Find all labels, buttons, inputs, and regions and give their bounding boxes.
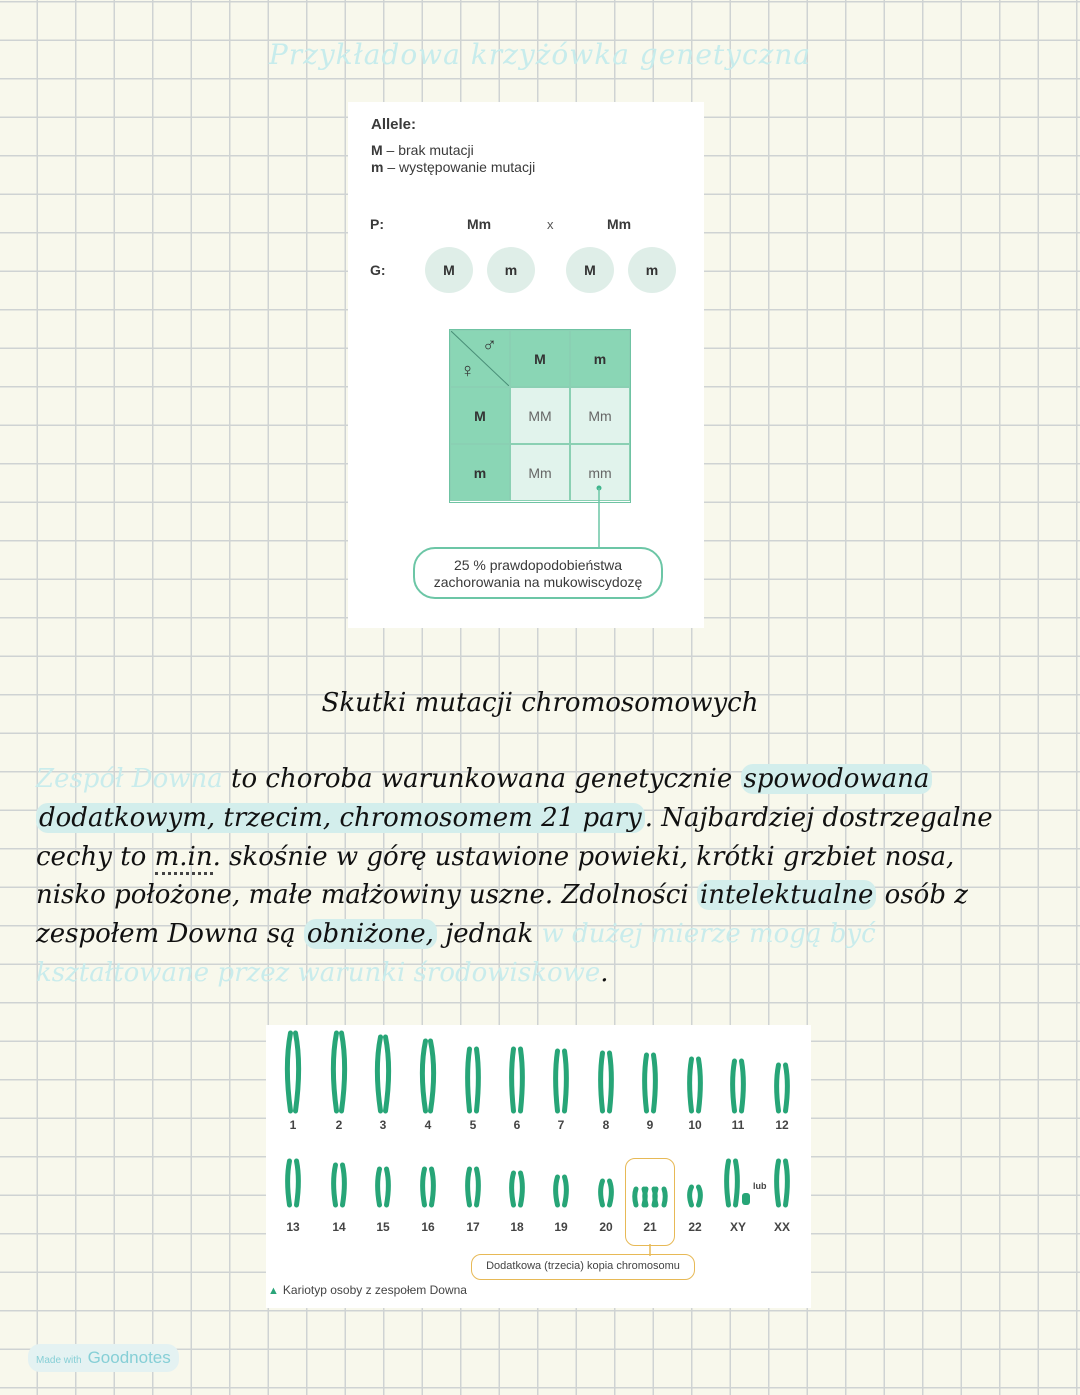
chromosome-label-row1-8: 9 [646, 1118, 654, 1132]
triangle-icon: ▲ [268, 1285, 279, 1297]
chromosome-row1-11 [777, 1065, 788, 1111]
chromosome-label-row1-7: 8 [602, 1118, 610, 1132]
caption-text: Kariotyp osoby z zespołem Downa [282, 1283, 467, 1297]
chromosome-row1-4 [468, 1049, 479, 1111]
punnett-grid [449, 329, 631, 503]
probability-line-2: zachorowania na mukowiscydozę [433, 574, 643, 590]
chromosome-row2-4 [468, 1169, 479, 1205]
allele-m-row [371, 159, 535, 175]
connector-line [596, 485, 602, 549]
cross-symbol: x [547, 217, 554, 232]
alleles-heading: Allele: [371, 116, 417, 133]
paragraph-line-3 [36, 838, 1046, 877]
down-syndrome-paragraph [36, 760, 1046, 993]
chromosome-row1-0 [287, 1033, 298, 1111]
probability-line-1: 25 % prawdopodobieństwa [453, 557, 623, 573]
chromosome-label-row1-4: 5 [469, 1118, 477, 1132]
text-span: nisko położone, małe małżowiny uszne. Zdolności [36, 880, 697, 911]
chromosome-row2-1 [334, 1165, 345, 1205]
gamete-3: M [566, 247, 614, 293]
chromosome-label-row2-7: 20 [599, 1220, 613, 1234]
highlight-intelektualne: intelektualne [697, 880, 877, 910]
badge-made-with: Made with [36, 1355, 82, 1366]
highlight-obnizone: obniżone, [304, 919, 437, 949]
allele-m-desc: – występowanie mutacji [383, 159, 536, 175]
chromosome-label-row1-2: 3 [379, 1118, 387, 1132]
row-header-1: M [450, 387, 510, 444]
term-zespol-downa: Zespół Downa [36, 764, 223, 794]
text-span: zespołem Downa są [36, 919, 304, 950]
chromosome-label-row1-9: 10 [688, 1118, 702, 1132]
chromosome-label-row1-5: 6 [513, 1118, 521, 1132]
goodnotes-badge [28, 1344, 179, 1372]
chromosome-row1-7 [601, 1053, 612, 1111]
chromosome-label-row2-1: 14 [332, 1220, 346, 1234]
parent1-genotype: Mm [467, 216, 492, 232]
text-span: to choroba warunkowana genetycznie [222, 764, 741, 794]
text-span: . [600, 957, 609, 988]
chromosome-row1-1 [333, 1033, 344, 1111]
grid-corner [450, 330, 510, 387]
chromosome-row1-2 [377, 1037, 388, 1111]
chromosome-label-row1-3: 4 [424, 1118, 432, 1132]
row-header-2: m [450, 444, 510, 501]
cell-MM: MM [510, 387, 570, 444]
cell-Mm-2: Mm [510, 444, 570, 501]
chromosome-row2-5 [512, 1173, 523, 1205]
allele-M-symbol: M [371, 142, 383, 158]
female-symbol-icon: ♀ [460, 360, 475, 382]
chromosome-label-row2-9: 22 [688, 1220, 702, 1234]
ghost-text-1: w dużej mierze mogą być [541, 919, 876, 950]
paragraph-line-4 [36, 876, 1046, 915]
chromosome-label-row1-0: 1 [289, 1118, 297, 1132]
allele-M-row [371, 142, 474, 158]
paragraph-line-6 [36, 954, 1046, 993]
col-header-2: m [570, 330, 630, 387]
chromosome-row2-9 [690, 1187, 701, 1205]
chromosome-label-row2-6: 19 [554, 1220, 568, 1234]
chromosome-row2-7 [601, 1181, 612, 1205]
chromosome-row1-9 [690, 1059, 701, 1111]
text-span: jednak [436, 919, 542, 950]
text-span: cechy to [36, 841, 155, 872]
punnett-square-figure [348, 102, 704, 628]
p-label: P: [370, 216, 384, 232]
chromosome-row1-8 [645, 1055, 656, 1111]
chromosome-row2-11 [777, 1161, 788, 1205]
abbr-min: m.in [155, 842, 213, 875]
gamete-4: m [628, 247, 676, 293]
lub-label: lub [753, 1181, 767, 1191]
chromosome-label-row2-11: XX [773, 1220, 790, 1234]
chromosome-label-row2-2: 15 [376, 1220, 390, 1234]
cell-mm: mm [570, 444, 630, 501]
parent2-genotype: Mm [607, 216, 632, 232]
chromosome-row2-6 [556, 1177, 567, 1205]
allele-M-desc: – brak mutacji [382, 142, 474, 158]
chromosome-row1-5 [512, 1049, 523, 1111]
karyotype-figure [266, 1025, 811, 1308]
chromosome-row1-6 [556, 1051, 567, 1111]
badge-brand: Goodnotes [87, 1348, 171, 1367]
chromosome-row2-10-x [727, 1161, 738, 1205]
highlight-spowodowana: spowodowana [741, 764, 933, 794]
chromosome-row2-3 [423, 1169, 434, 1205]
chromosome-row2-0 [288, 1161, 299, 1205]
chromosome-row1-10 [733, 1061, 744, 1111]
chromosome-label-row2-0: 13 [286, 1220, 300, 1234]
chromosome-label-row1-6: 7 [557, 1118, 565, 1132]
allele-m-symbol: m [371, 159, 384, 175]
chromosome-label-row2-8: 21 [643, 1220, 657, 1234]
page-title: Przykładowa krzyżówka genetyczna [268, 38, 812, 71]
probability-callout [413, 547, 663, 599]
chromosome-row2-2 [378, 1169, 389, 1205]
chromosome-label-row2-10: XY [729, 1220, 746, 1234]
gamete-1: M [425, 247, 473, 293]
male-symbol-icon: ♂ [482, 334, 497, 356]
paragraph-line-2 [36, 799, 1046, 838]
chromosome-y [742, 1193, 750, 1205]
karyotype-caption [268, 1283, 467, 1297]
text-span: osób z [876, 880, 968, 911]
col-header-1: M [510, 330, 570, 387]
gamete-2: m [487, 247, 535, 293]
ghost-text-2: kształtowane przez warunki środowiskowe [36, 957, 601, 988]
chromosome-label-row1-11: 12 [775, 1118, 789, 1132]
chromosome-label-row1-10: 11 [731, 1118, 745, 1132]
chromosome-label-row2-5: 18 [510, 1220, 524, 1234]
chromosome-label-row1-1: 2 [335, 1118, 343, 1132]
paragraph-line-1 [36, 760, 1046, 799]
highlight-chromosome-21: dodatkowym, trzecim, chromosomem 21 pary [36, 803, 645, 833]
chromosome-row1-3 [422, 1041, 433, 1111]
chromosome-label-row2-3: 16 [421, 1220, 435, 1234]
text-span: . skośnie w górę ustawione powieki, krótki grzbiet nosa, [212, 841, 955, 872]
paragraph-line-5 [36, 915, 1046, 954]
chromosome-label-row2-4: 17 [466, 1220, 480, 1234]
cell-Mm-1: Mm [570, 387, 630, 444]
text-span: . Najbardziej dostrzegalne [644, 802, 993, 833]
section-title: Skutki mutacji chromosomowych [321, 688, 759, 718]
g-label: G: [370, 262, 386, 278]
extra-copy-note: Dodatkowa (trzecia) kopia chromosomu [471, 1254, 695, 1280]
